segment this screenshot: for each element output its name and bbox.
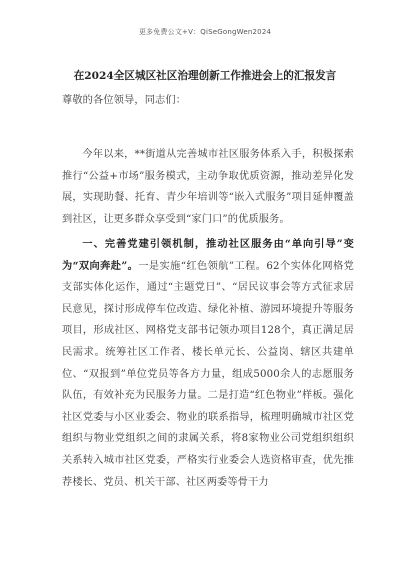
section-one-heading: 一、完善党建引领机制，推动社区服务由“单向引导”变为“双向奔赴”。 [62, 238, 354, 272]
document-title: 在2024全区城区社区治理创新工作推进会上的汇报发言 [73, 70, 337, 82]
paragraph-intro: 今年以来，**街道从完善城市社区服务体系入手，积极探索推行“公益+市场”服务模式，主动争取优质资源，推动差异化发展，实现助餐、托育、青少年培训等“嵌入式服务”项目延伸覆盖到社区，让更多群众享受到“家门口”的优质服务。 [62, 149, 354, 225]
salutation: 尊敬的各位领导，同志们： [62, 95, 187, 106]
header-note: 更多免费公文+V：QiSeGongWen2024 [138, 28, 272, 36]
paragraph-section-one [62, 234, 354, 493]
section-one-body: 一是实施“红色领航”工程。62个实体化网格党支部实体化运作，通过“主题党日”、“居民议事会等方式征求居民意见，探讨形成停车位改造、绿化补植、游园环境提升等服务项目，形成社区、网格党支部书记领办项目128个，真正满足居民需求。统筹社区工作者、楼长单元长、公益岗、辖区共建单位、“双报到”单位党员等各方力量，组成5000余人的志愿服务队伍，有效补充为民服务力量。二是打造“红色物业”样板。强化社区党委与小区业委会、物业的联系指导，梳理明确城市社区党组织与物业党组织之间的隶属关系，将8家物业公司党组织组织关系转入城市社区党委，严格实行业委会人选资格审查，优先推荐楼长、党员、机关干部、社区两委等骨干力 [62, 260, 355, 488]
